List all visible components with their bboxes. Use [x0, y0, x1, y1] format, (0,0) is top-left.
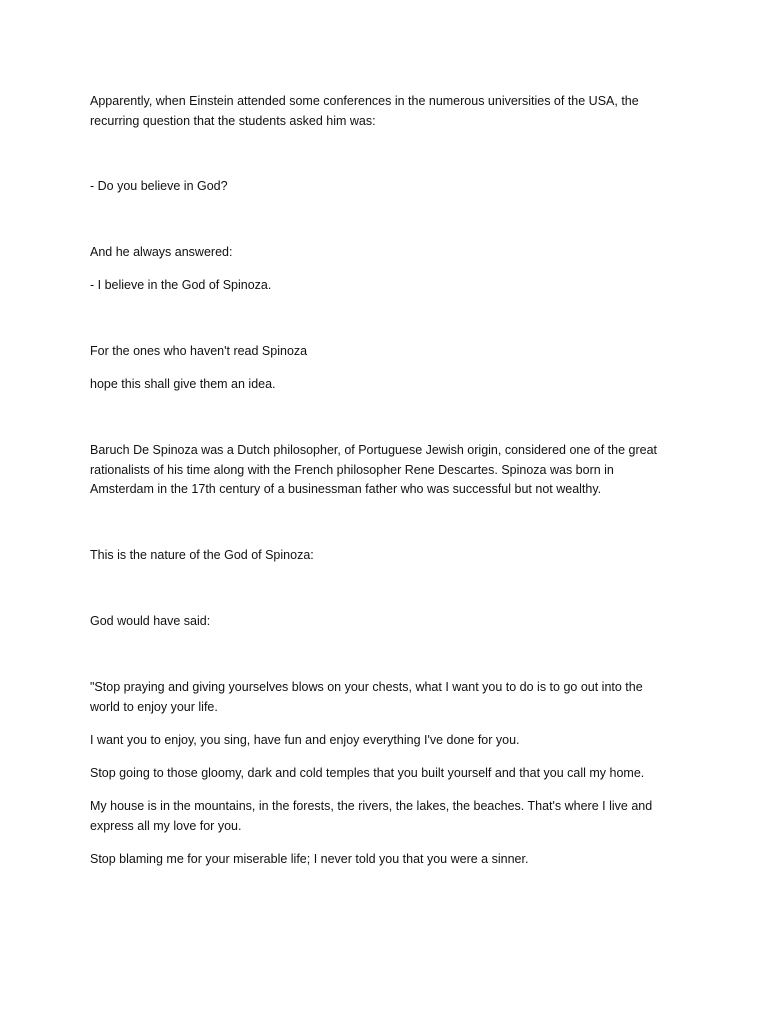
paragraph-question: [90, 177, 680, 197]
text-line: Baruch De Spinoza was a Dutch philosopher, of Portuguese Jewish origin, considered one of the great: [90, 443, 658, 457]
text-line: I want you to enjoy, you sing, have fun and enjoy everything I've done for you.: [90, 733, 520, 747]
text-line: "Stop praying and giving yourselves blows on your chests, what I want you to do is to go out into the: [90, 680, 643, 694]
text-line: - I believe in the God of Spinoza.: [90, 278, 272, 292]
text-line: - Do you believe in God?: [90, 179, 228, 193]
paragraph-god-said: [90, 612, 680, 632]
text-line: Amsterdam in the 17th century of a businessman father who was successful but not wealthy.: [90, 482, 602, 496]
text-line: Stop blaming me for your miserable life; I never told you that you were a sinner.: [90, 852, 529, 866]
text-line: My house is in the mountains, in the forests, the rivers, the lakes, the beaches. That's where I live and: [90, 799, 653, 813]
text-line: God would have said:: [90, 614, 211, 628]
text-line: world to enjoy your life.: [90, 699, 218, 714]
paragraph-answer: [90, 276, 680, 296]
text-line: This is the nature of the God of Spinoza:: [90, 548, 314, 562]
paragraph-stop-praying: [90, 678, 680, 717]
paragraph-spinoza-bio: [90, 441, 680, 500]
paragraph-idea: [90, 375, 680, 395]
paragraph-my-house: [90, 797, 680, 836]
paragraph-nature-of-god: [90, 546, 680, 566]
text-line: Stop going to those gloomy, dark and cold temples that you built yourself and that you call my home.: [90, 766, 645, 780]
paragraph-for-readers: [90, 342, 680, 362]
paragraph-answer-intro: [90, 243, 680, 263]
paragraph-einstein-intro: [90, 92, 680, 131]
paragraph-enjoy: [90, 731, 680, 751]
text-line: hope this shall give them an idea.: [90, 377, 276, 391]
text-line: For the ones who haven't read Spinoza: [90, 344, 308, 358]
text-line: Apparently, when Einstein attended some conferences in the numerous universities of the USA, the: [90, 94, 639, 108]
text-line: And he always answered:: [90, 245, 233, 259]
text-line: express all my love for you.: [90, 818, 242, 833]
paragraph-stop-blaming: [90, 850, 680, 870]
text-line: recurring question that the students asked him was:: [90, 113, 376, 128]
paragraph-temples: [90, 764, 680, 784]
text-line: rationalists of his time along with the French philosopher Rene Descartes. Spinoza was born in: [90, 462, 614, 477]
